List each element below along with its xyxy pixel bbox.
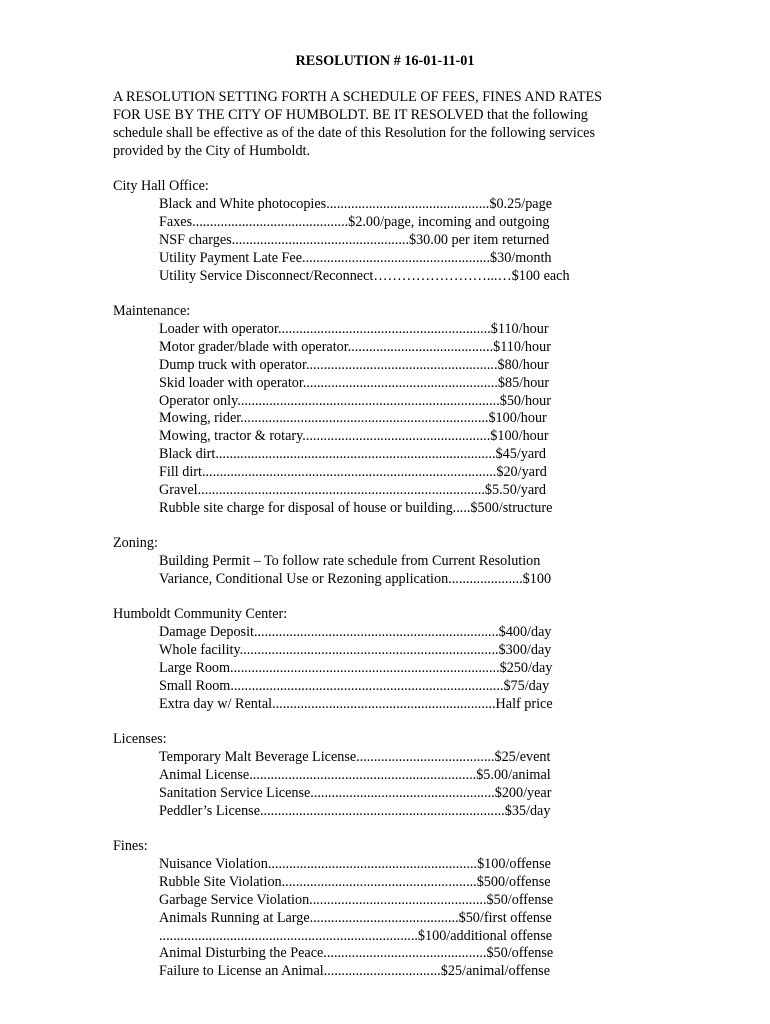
fee-entry: Rubble Site Violation.......................................................$500/offense: [159, 873, 551, 890]
fee-entry: Garbage Service Violation..................................................$50/offense: [159, 891, 554, 908]
fee-entry: Rubble site charge for disposal of house or building.....$500/structure: [159, 499, 553, 516]
section-heading: Maintenance:: [113, 303, 191, 319]
section-city-hall-office: [113, 178, 583, 285]
fee-entry: Fill dirt...................................................................................$20/yard: [159, 464, 547, 481]
fee-entry: Animals Running at Large..........................................$50/first offense: [159, 909, 552, 926]
fee-entry: Failure to License an Animal.................................$25/animal/offense: [159, 963, 551, 980]
fee-entry: Operator only..........................................................................$50/hour: [159, 392, 551, 409]
fee-entry: Small Room.............................................................................$75/day: [159, 677, 550, 694]
section-heading: Humboldt Community Center:: [113, 606, 288, 622]
section-maintenance: [113, 303, 583, 518]
section-heading: City Hall Office:: [113, 178, 209, 194]
fee-entry: Variance, Conditional Use or Rezoning application.....................$100: [159, 570, 552, 587]
fee-entry: Utility Service Disconnect/Reconnect……………………...…$100 each: [159, 267, 570, 284]
section-fines: [113, 838, 583, 981]
intro-line: FOR USE BY THE CITY OF HUMBOLDT. BE IT RESOLVED that the following: [113, 106, 588, 123]
fee-list: [113, 749, 583, 821]
fee-entry: Loader with operator............................................................$110/hour: [159, 320, 549, 337]
fee-entry: Faxes............................................$2.00/page, incoming and outgoing: [159, 213, 550, 230]
fee-list: [113, 321, 583, 518]
fee-entry: Skid loader with operator.......................................................$85/hour: [159, 374, 550, 391]
section-heading: Fines:: [113, 838, 148, 854]
intro-line: A RESOLUTION SETTING FORTH A SCHEDULE OF FEES, FINES AND RATES: [113, 89, 603, 105]
section-heading: Licenses:: [113, 731, 167, 747]
fee-entry: Animal License................................................................$5.00/animal: [159, 766, 551, 783]
fee-list: [113, 196, 583, 286]
fee-entry: Animal Disturbing the Peace..............................................$50/offense: [159, 945, 554, 962]
fee-list: [113, 553, 583, 589]
fee-entry: Damage Deposit.....................................................................$400/day: [159, 623, 552, 640]
fee-entry: Extra day w/ Rental...............................................................Half price: [159, 695, 553, 712]
fee-entry: Building Permit – To follow rate schedule from Current Resolution: [159, 552, 541, 569]
fee-entry: Whole facility.........................................................................$300/day: [159, 641, 552, 658]
fee-entry: Sanitation Service License....................................................$200/year: [159, 784, 552, 801]
fee-entry: Utility Payment Late Fee.....................................................$30/month: [159, 249, 552, 266]
fee-entry: Motor grader/blade with operator.........................................$110/hour: [159, 338, 551, 355]
section-zoning: [113, 535, 583, 589]
fee-entry: Nuisance Violation...........................................................$100/offense: [159, 855, 551, 872]
fee-list: [113, 856, 583, 981]
fee-entry: Gravel.................................................................................$5.50/yard: [159, 482, 546, 499]
section-licenses: [113, 731, 583, 821]
fee-entry: Peddler’s License.....................................................................$35/day: [159, 802, 551, 819]
fee-entry: Large Room............................................................................$250/day: [159, 659, 553, 676]
section-heading: Zoning:: [113, 535, 158, 551]
fee-entry: Black dirt...............................................................................$45/yard: [159, 446, 546, 463]
fee-list: [113, 624, 583, 714]
fee-entry: .........................................................................$100/additional offense: [159, 927, 553, 944]
fee-entry: Black and White photocopies..............................................$0.25/page: [159, 195, 552, 212]
resolution-title: RESOLUTION # 16-01-11-01: [295, 53, 475, 69]
fee-entry: Mowing, rider......................................................................$100/hour: [159, 410, 547, 427]
fee-entry: NSF charges..................................................$30.00 per item returned: [159, 231, 550, 248]
intro-line: schedule shall be effective as of the date of this Resolution for the following services: [113, 124, 595, 141]
fee-entry: Dump truck with operator......................................................$80/hour: [159, 356, 549, 373]
intro-line: provided by the City of Humboldt.: [113, 142, 311, 159]
fee-entry: Mowing, tractor & rotary.....................................................$100/hour: [159, 428, 549, 445]
intro-paragraph: [113, 89, 653, 161]
section-community-center: [113, 606, 583, 713]
fee-entry: Temporary Malt Beverage License.......................................$25/event: [159, 748, 551, 765]
